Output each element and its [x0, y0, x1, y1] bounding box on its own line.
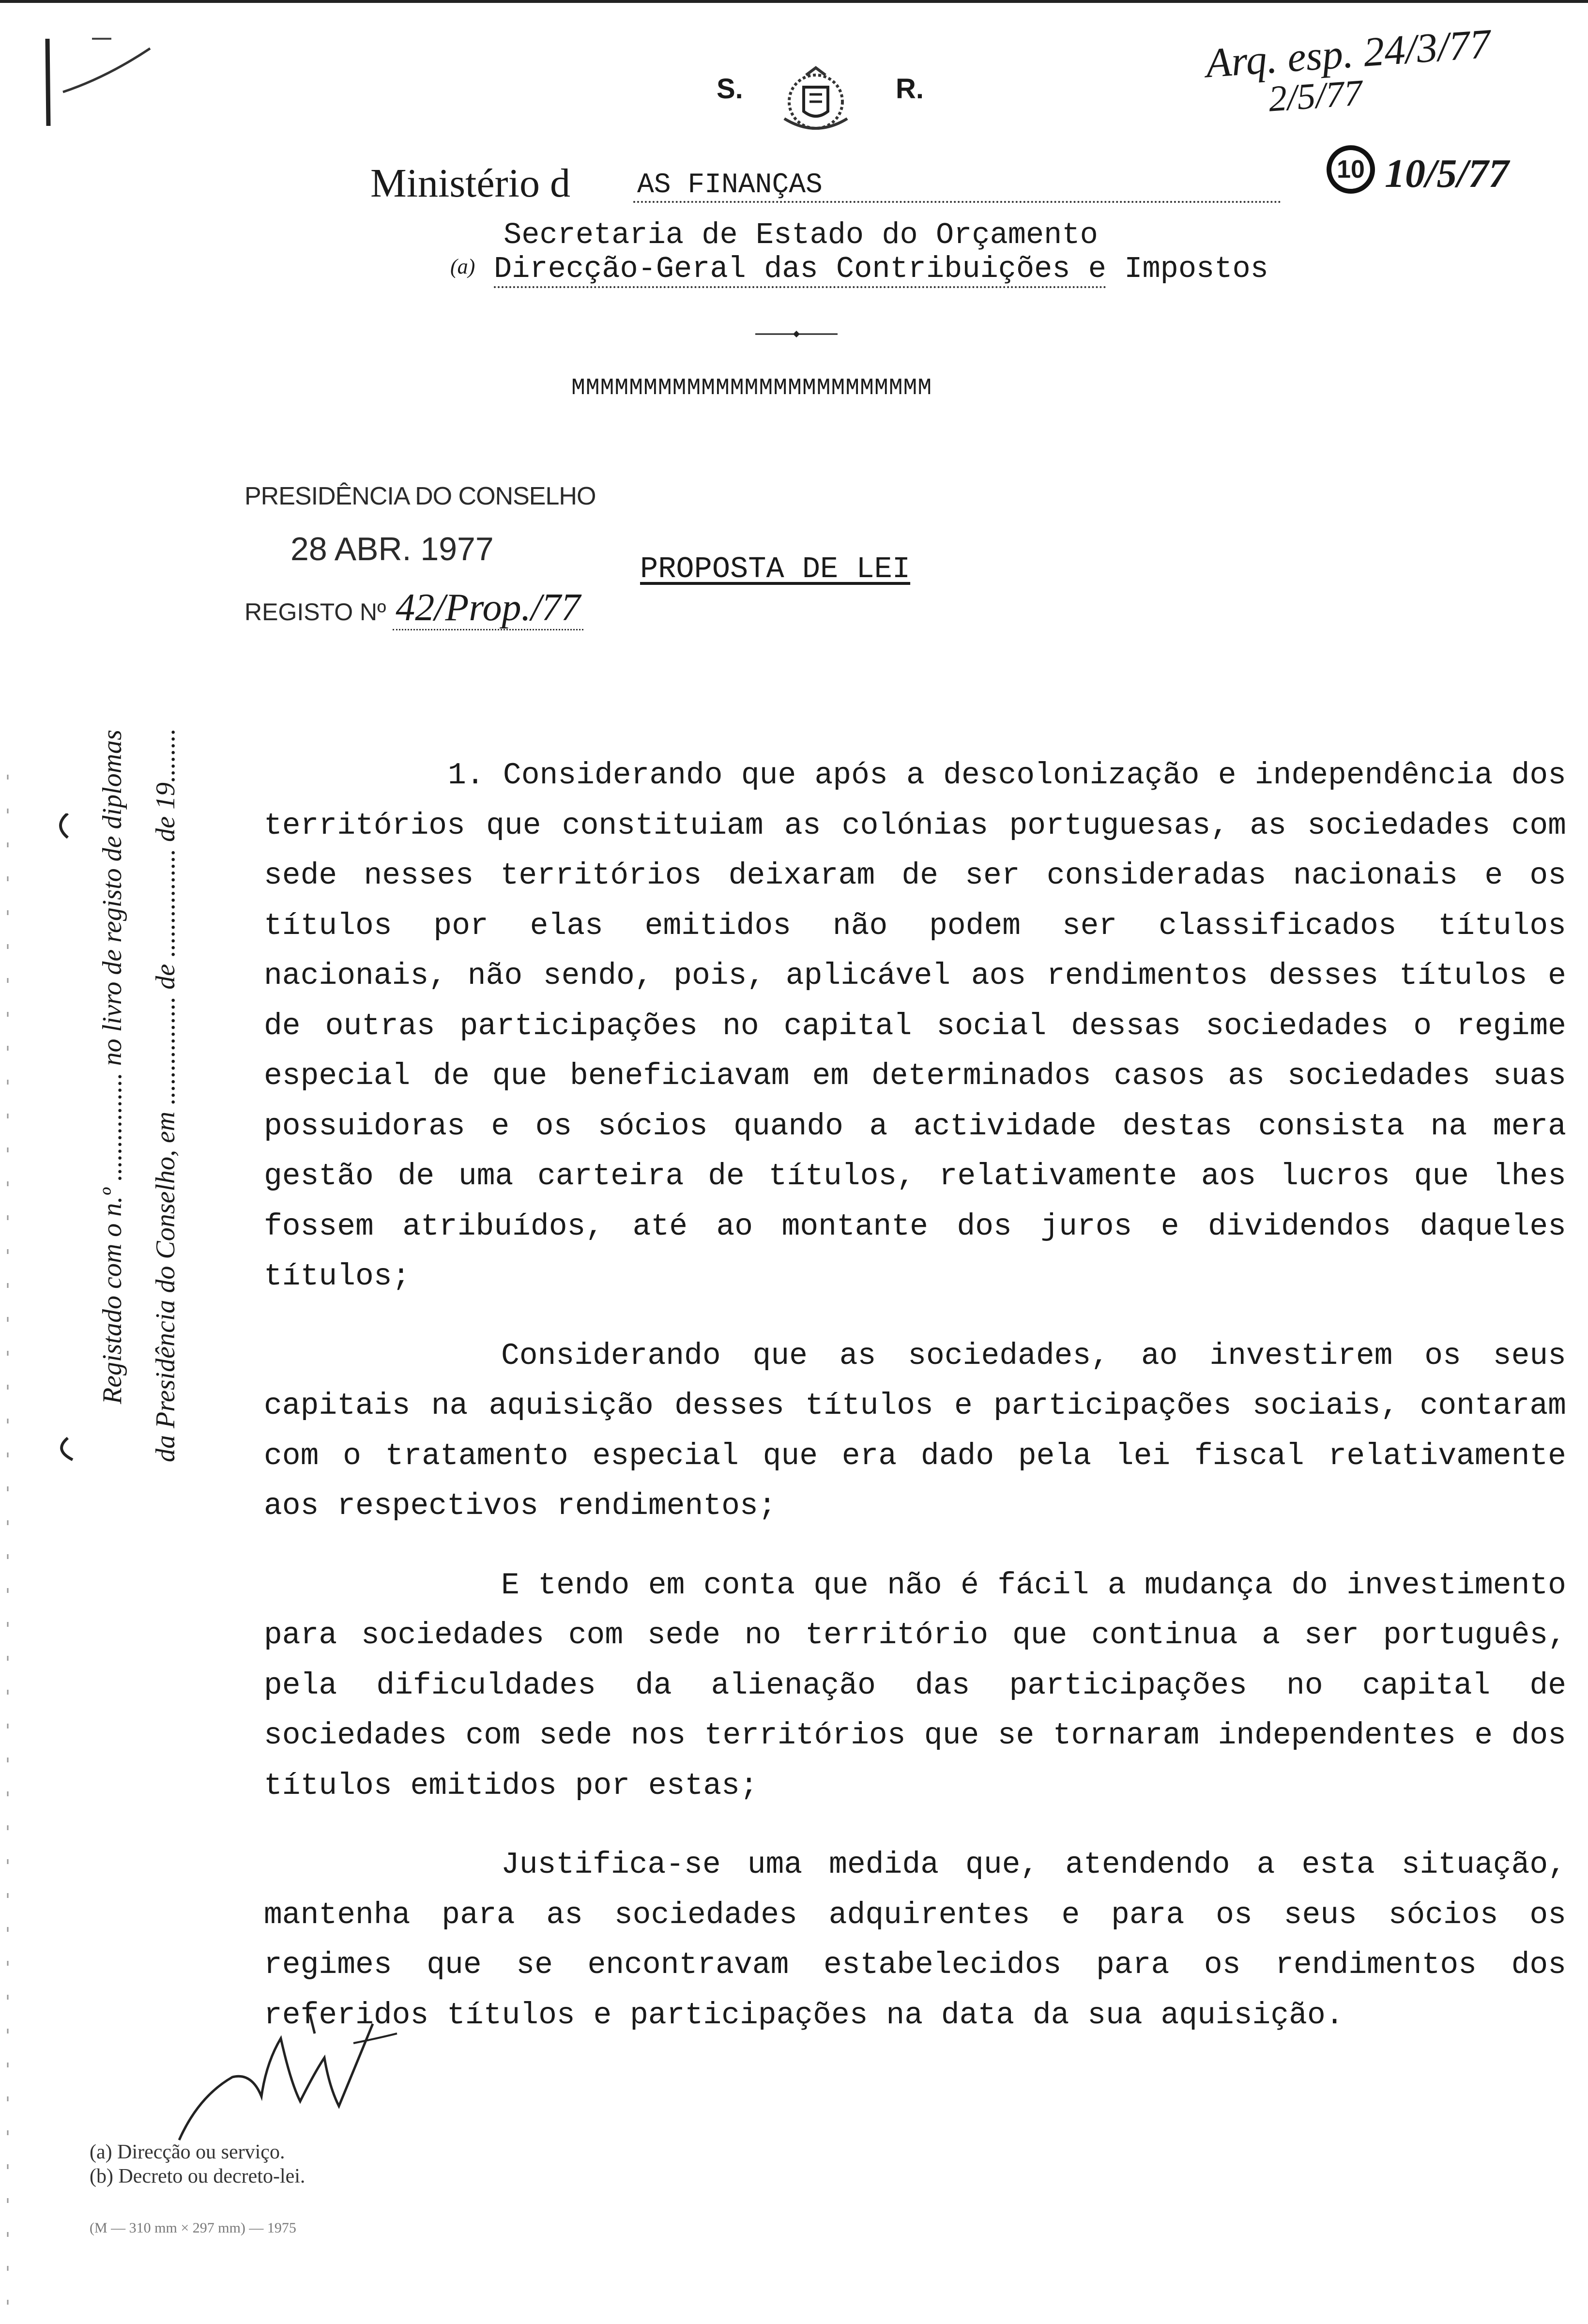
- secretaria-line: Secretaria de Estado do Orçamento: [504, 218, 1098, 252]
- header-s-letter: S.: [717, 73, 743, 105]
- printer-line: (M — 310 mm × 297 mm) — 1975: [90, 2220, 296, 2236]
- paragraph-4: Justifica-se uma medida que, atendendo a esta situação, mantenha para as sociedades adquirentes e para os seus sócios os regimes que se encontravam estabelecidos para os rendimentos dos referidos títulos e participações na data da sua aquisição.: [264, 1848, 1566, 2033]
- paragraph-3: E tendo em conta que não é fácil a mudança do investimento para sociedades com sede no território que continua a ser português, pela dificuldades da alienação das participações no capital de sociedades com sede nos territórios que se tornaram independentes e dos títulos emitidos por estas;: [264, 1568, 1566, 1803]
- handwritten-signature: [169, 2004, 402, 2150]
- ministry-prefix: Ministério d: [370, 161, 570, 206]
- circled-number: 10: [1327, 145, 1375, 194]
- document-body: [264, 750, 1566, 2040]
- direccao-tail: Impostos: [1124, 252, 1268, 286]
- footnotes: [90, 2140, 305, 2188]
- handwritten-reference: [1196, 20, 1583, 126]
- footnote-b: (b) Decreto ou decreto-lei.: [90, 2165, 305, 2187]
- direccao-line: [494, 252, 1268, 286]
- paragraph-2: Considerando que as sociedades, ao investirem os seus capitais na aquisição desses títulos e participações sociais, contaram com o tratamento especial que era dado pela lei fiscal relativamente aos respectivos rendimentos;: [264, 1338, 1566, 1523]
- stamp-registo-number: 42/Prop./77: [393, 586, 583, 630]
- margin-note-line2: da Presidência do Conselho, em ................ de ................ de 19........: [151, 728, 181, 1462]
- footnote-marker-a: (a): [450, 255, 475, 278]
- header-r-letter: R.: [896, 73, 924, 105]
- stamp-registo: [244, 586, 583, 630]
- stamp-title: PRESIDÊNCIA DO CONSELHO: [244, 482, 596, 510]
- stamp-date: 28 ABR. 1977: [290, 531, 494, 567]
- paragraph-1: 1. Considerando que após a descolonização e independência dos territórios que constituiam as colónias portuguesas, as sociedades com sede nesses territórios deixaram de ser consideradas nacionais e os títulos por elas emitidos não podem ser classificados títulos nacionais, não sendo, pois, aplicável aos rendimentos desses títulos e de outras participações no capital social dessas sociedades o regime especial de que beneficiavam em determinados casos as sociedades suas possuidoras e os sócios quando a actividade destas consista na mera gestão de uma carteira de títulos, relativamente aos lucros que lhes fossem atribuídos, até ao montante dos juros e dividendos daqueles títulos;: [264, 758, 1566, 1294]
- margin-bracket-marks: [46, 813, 75, 1462]
- margin-registration-note: [87, 581, 218, 1501]
- struck-out-text: MMMMMMMMMMMMMMMMMMMMMMMMM: [571, 375, 932, 401]
- handwritten-right-date: 10/5/77: [1385, 151, 1509, 196]
- margin-note-line1: Registado com o n.º ................ no livro de registo de diplomas: [97, 730, 127, 1404]
- handwritten-circled-note: [1327, 145, 1549, 213]
- left-edge-perforation: [3, 775, 13, 2324]
- handwritten-date-text: 2/5/77: [1267, 72, 1364, 120]
- stamp-registo-label: REGISTO Nº: [244, 598, 386, 626]
- footnote-a: (a) Direcção ou serviço.: [90, 2141, 285, 2163]
- coat-of-arms-icon: [775, 61, 857, 143]
- document-title: PROPOSTA DE LEI: [640, 552, 911, 586]
- ornament-divider-icon: [755, 329, 838, 339]
- registration-stamp: [244, 482, 596, 629]
- corner-handwritten-mark: [34, 19, 160, 131]
- ministry-name: AS FINANÇAS: [633, 169, 1281, 203]
- top-border-line: [0, 0, 1588, 3]
- direccao-dotted: Direcção-Geral das Contribuições e: [494, 252, 1106, 288]
- handwritten-ref-text: Arq. esp. 24/3/77: [1204, 20, 1492, 87]
